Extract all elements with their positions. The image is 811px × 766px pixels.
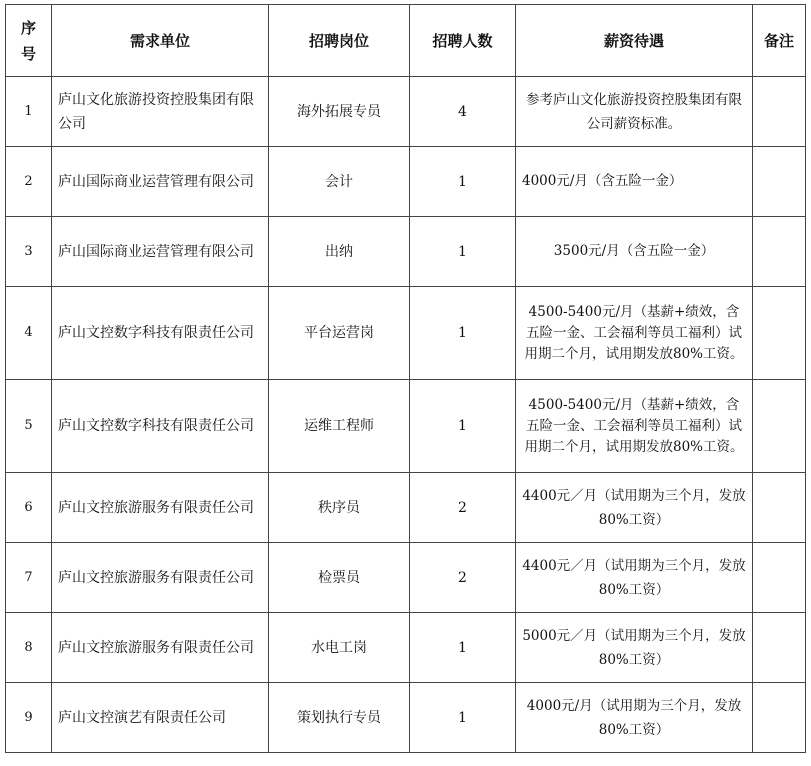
cell-remark <box>753 380 806 473</box>
header-salary: 薪资待遇 <box>516 5 753 77</box>
cell-remark <box>753 683 806 753</box>
table-row <box>6 287 806 380</box>
header-unit: 需求单位 <box>52 5 269 77</box>
cell-remark <box>753 543 806 613</box>
cell-unit: 庐山文控旅游服务有限责任公司 <box>52 473 269 543</box>
cell-seq: 3 <box>6 217 52 287</box>
cell-salary: 4000元/月（含五险一金） <box>516 147 753 217</box>
cell-position: 策划执行专员 <box>269 683 410 753</box>
cell-count: 4 <box>410 77 516 147</box>
table-row <box>6 543 806 613</box>
cell-remark <box>753 473 806 543</box>
cell-salary: 4500-5400元/月（基薪+绩效，含五险一金、工会福利等员工福利）试用期二个月，试用期发放80%工资。 <box>516 380 753 473</box>
cell-seq: 1 <box>6 77 52 147</box>
cell-remark <box>753 147 806 217</box>
table-row <box>6 147 806 217</box>
cell-count: 2 <box>410 473 516 543</box>
header-remark: 备注 <box>753 5 806 77</box>
recruitment-table <box>5 4 806 753</box>
cell-position: 海外拓展专员 <box>269 77 410 147</box>
header-count: 招聘人数 <box>410 5 516 77</box>
cell-unit: 庐山文控数字科技有限责任公司 <box>52 380 269 473</box>
cell-position: 平台运营岗 <box>269 287 410 380</box>
cell-unit: 庐山文化旅游投资控股集团有限公司 <box>52 77 269 147</box>
cell-seq: 7 <box>6 543 52 613</box>
cell-position: 水电工岗 <box>269 613 410 683</box>
header-seq: 序 号 <box>6 5 52 77</box>
cell-salary: 3500元/月（含五险一金） <box>516 217 753 287</box>
cell-remark <box>753 613 806 683</box>
cell-unit: 庐山文控演艺有限责任公司 <box>52 683 269 753</box>
cell-seq: 2 <box>6 147 52 217</box>
cell-unit: 庐山文控旅游服务有限责任公司 <box>52 543 269 613</box>
cell-position: 运维工程师 <box>269 380 410 473</box>
cell-count: 1 <box>410 380 516 473</box>
cell-salary: 参考庐山文化旅游投资控股集团有限公司薪资标准。 <box>516 77 753 147</box>
cell-salary: 4000元/月（试用期为三个月，发放80%工资） <box>516 683 753 753</box>
table-row <box>6 380 806 473</box>
header-row <box>6 5 806 77</box>
cell-unit: 庐山国际商业运营管理有限公司 <box>52 147 269 217</box>
cell-remark <box>753 287 806 380</box>
cell-position: 出纳 <box>269 217 410 287</box>
cell-unit: 庐山文控数字科技有限责任公司 <box>52 287 269 380</box>
cell-position: 检票员 <box>269 543 410 613</box>
cell-position: 会计 <box>269 147 410 217</box>
cell-salary: 4400元／月（试用期为三个月，发放80%工资） <box>516 543 753 613</box>
cell-count: 1 <box>410 147 516 217</box>
table-row <box>6 77 806 147</box>
table-row <box>6 613 806 683</box>
header-position: 招聘岗位 <box>269 5 410 77</box>
cell-unit: 庐山国际商业运营管理有限公司 <box>52 217 269 287</box>
cell-position: 秩序员 <box>269 473 410 543</box>
cell-count: 2 <box>410 543 516 613</box>
cell-seq: 5 <box>6 380 52 473</box>
cell-count: 1 <box>410 217 516 287</box>
cell-count: 1 <box>410 287 516 380</box>
cell-count: 1 <box>410 683 516 753</box>
cell-remark <box>753 77 806 147</box>
cell-unit: 庐山文控旅游服务有限责任公司 <box>52 613 269 683</box>
cell-salary: 5000元／月（试用期为三个月，发放80%工资） <box>516 613 753 683</box>
cell-seq: 4 <box>6 287 52 380</box>
table-row <box>6 683 806 753</box>
cell-salary: 4500-5400元/月（基薪+绩效，含五险一金、工会福利等员工福利）试用期二个月，试用期发放80%工资。 <box>516 287 753 380</box>
cell-count: 1 <box>410 613 516 683</box>
cell-seq: 9 <box>6 683 52 753</box>
table-row <box>6 217 806 287</box>
cell-seq: 8 <box>6 613 52 683</box>
table-row <box>6 473 806 543</box>
cell-seq: 6 <box>6 473 52 543</box>
cell-salary: 4400元／月（试用期为三个月，发放80%工资） <box>516 473 753 543</box>
cell-remark <box>753 217 806 287</box>
